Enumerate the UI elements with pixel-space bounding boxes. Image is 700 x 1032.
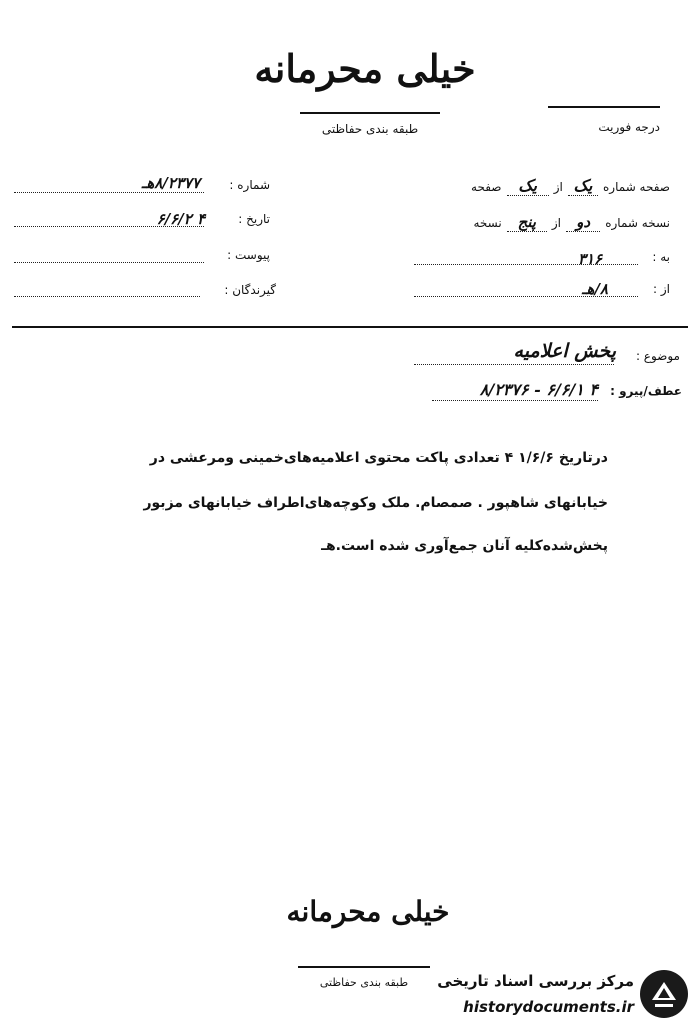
page-total-value: یک (507, 176, 549, 196)
footer-classification-underline (298, 966, 430, 968)
copy-number-value: دو (566, 213, 600, 232)
recipients-label: گیرندگان : (224, 283, 276, 297)
to-value: ۳۱۶ (577, 250, 603, 268)
date-label: تاریخ : (238, 212, 270, 226)
reference-line (432, 400, 598, 401)
subject-value: پخش اعلامیه (513, 340, 616, 362)
reference-label: عطف/پیرو : (610, 384, 682, 398)
body-line-3: پخش‌شده‌کلیه آنان جمع‌آوری شده است.هـ (321, 538, 608, 554)
date-value: ۶/۶/۲ ۴ (156, 210, 205, 228)
classification-underline (300, 112, 440, 114)
page-of: از (553, 180, 563, 194)
header-divider (12, 326, 688, 328)
priority-underline (548, 106, 660, 108)
number-line (14, 192, 204, 193)
number-value: ۸/۲۳۷۷هـ (141, 174, 200, 192)
watermark-site: historydocuments.ir (463, 998, 634, 1016)
number-label: شماره : (229, 178, 270, 192)
classification-top: خیلی محرمانه (254, 46, 476, 91)
reference-value: ۸/۲۳۷۶ - ۶/۶/۱ ۴ (479, 380, 598, 399)
subject-line (414, 364, 614, 365)
attachment-label: پیوست : (227, 248, 270, 262)
body-line-1: درتاریخ ۱/۶/۶ ۴ تعدادی پاکت محتوی اعلامیه‌های‌خمینی ومرعشی در (149, 450, 608, 466)
copy-of: از (551, 216, 562, 230)
copy-number-row (412, 212, 670, 232)
recipients-line (14, 296, 200, 297)
page-number-value: یک (568, 176, 598, 196)
watermark-org-name: مرکز بررسی اسناد تاریخی (437, 972, 634, 990)
from-label: از : (653, 282, 670, 296)
copy-prefix: نسخه شماره (605, 216, 670, 230)
copy-total-value: پنج (507, 213, 547, 232)
from-value: ۸/هـ (582, 280, 608, 298)
footer-classification-label: طبقه بندی حفاظتی (319, 976, 409, 989)
page-suffix: صفحه (471, 180, 502, 194)
classification-label: طبقه بندی حفاظتی (321, 122, 419, 136)
copy-suffix: نسخه (473, 216, 502, 230)
watermark-logo-icon (638, 968, 690, 1020)
attachment-line (14, 262, 204, 263)
page-prefix: صفحه شماره (603, 180, 670, 194)
to-label: به : (652, 250, 670, 264)
subject-label: موضوع : (635, 349, 680, 363)
page-number-row (412, 176, 670, 196)
body-line-2: خیابانهای شاهپور . صمصام. ملک وکوچه‌های‌اطراف خیابانهای مزبور (143, 495, 608, 511)
classification-bottom: خیلی محرمانه (286, 895, 450, 928)
priority-label: درجه فوریت (598, 120, 660, 134)
